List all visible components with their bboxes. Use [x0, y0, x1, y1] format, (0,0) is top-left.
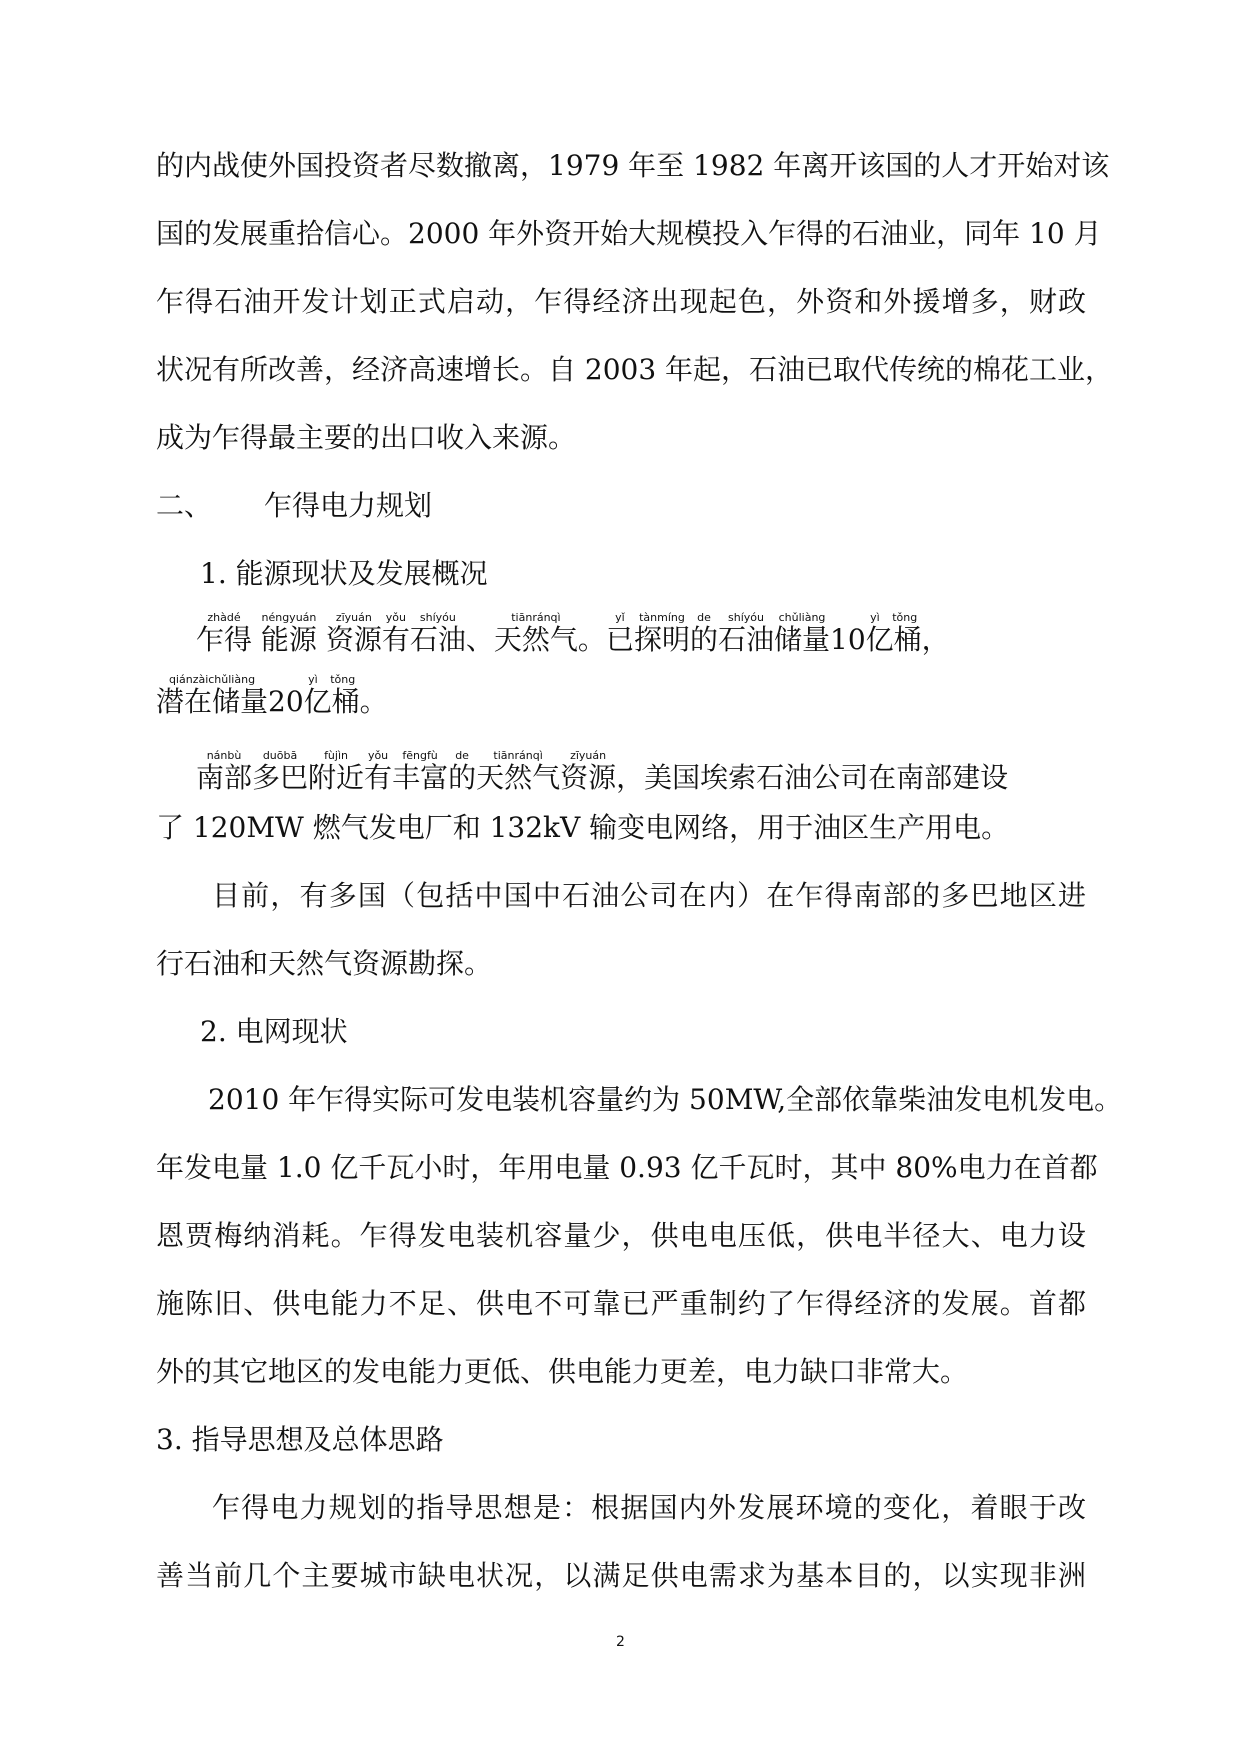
paragraph-line: 2010 年乍得实际可发电装机容量约为 50MW,全部依靠柴油发电机发电。 — [208, 1083, 1123, 1116]
paragraph-line: 善当前几个主要城市缺电状况，以满足供电需求为基本目的，以实现非洲 — [156, 1559, 1086, 1592]
ruby-word: 天然气tiānránqì — [493, 611, 578, 656]
paragraph-line: 行石油和天然气资源勘探。 — [156, 947, 493, 980]
ruby-word: 资源zīyuán — [560, 749, 617, 794]
ruby-word: 资源zīyuán — [325, 611, 382, 656]
paragraph-line: 国的发展重拾信心。2000 年外资开始大规模投入乍得的石油业，同年 10 月 — [156, 217, 1102, 250]
paragraph-line: 年发电量 1.0 亿千瓦小时，年用电量 0.93 亿千瓦时，其中 80%电力在首都 — [156, 1151, 1098, 1184]
pinyin-line: 乍得zhàdé 能源néngyuán 资源zīyuán有yǒu石油shíyóu、天然气tiānránqì。已yǐ探明tànmíng的de石油shíyóu储量chǔliàng10亿桶yì tǒng， — [196, 611, 950, 656]
paragraph-line: 乍得石油开发计划正式启动，乍得经济出现起色，外资和外援增多，财政 — [156, 285, 1086, 318]
ruby-word: 石油shíyóu — [717, 611, 774, 656]
paragraph-line: 乍得电力规划的指导思想是：根据国内外发展环境的变化，着眼于改 — [212, 1491, 1086, 1524]
ruby-word: 亿桶yì tǒng — [865, 611, 922, 656]
paragraph-line: 施陈旧、供电能力不足、供电不可靠已严重制约了乍得经济的发展。首都 — [156, 1287, 1086, 1320]
section-heading — [156, 486, 1086, 526]
paragraph-line: 了 120MW 燃气发电厂和 132kV 输变电网络，用于油区生产用电。 — [156, 811, 1010, 844]
subsection-heading: 1. 能源现状及发展概况 — [200, 557, 488, 590]
ruby-word: 有yǒu — [381, 611, 410, 656]
paragraph-line: 目前，有多国（包括中国中石油公司在内）在乍得南部的多巴地区进 — [212, 879, 1086, 912]
ruby-word: 探明tànmíng — [633, 611, 690, 656]
ruby-word: 能源néngyuán — [260, 611, 317, 656]
pinyin-line: 潜在储量qiánzàichǔliàng20亿桶yì tǒng。 — [156, 673, 388, 718]
page-number: 2 — [616, 1634, 625, 1650]
ruby-word: 南部nánbù — [196, 749, 253, 794]
ruby-word: 已yǐ — [605, 611, 634, 656]
paragraph-line: 状况有所改善，经济高速增长。自 2003 年起，石油已取代传统的棉花工业， — [156, 353, 1114, 386]
pinyin-line: 南部nánbù多巴duōbā附近fùjìn有yǒu丰富fēngfù的de天然气tiānránqì资源zīyuán，美国埃索石油公司在南部建设 — [196, 749, 1009, 794]
ruby-word: 的de — [448, 749, 477, 794]
ruby-word: 丰富fēngfù — [392, 749, 449, 794]
paragraph-line: 成为乍得最主要的出口收入来源。 — [156, 421, 577, 454]
paragraph-line: 恩贾梅纳消耗。乍得发电装机容量少，供电电压低，供电半径大、电力设 — [156, 1219, 1086, 1252]
ruby-word: 亿桶yì tǒng — [303, 673, 360, 718]
section-title: 乍得电力规划 — [264, 489, 433, 522]
paragraph-line: 外的其它地区的发电能力更低、供电能力更差，电力缺口非常大。 — [156, 1355, 969, 1388]
paragraph-line: 的内战使外国投资者尽数撤离，1979 年至 1982 年离开该国的人才开始对该 — [156, 149, 1110, 182]
subsection-heading: 2. 电网现状 — [200, 1015, 348, 1048]
ruby-word: 乍得zhàdé — [196, 611, 253, 656]
ruby-word: 多巴duōbā — [252, 749, 309, 794]
ruby-word: 储量chǔliàng — [774, 611, 831, 656]
ruby-word: 潜在储量qiánzàichǔliàng — [156, 673, 269, 718]
ruby-word: 天然气tiānránqì — [476, 749, 561, 794]
section-number: 二、 — [156, 489, 213, 522]
ruby-word: 石油shíyóu — [409, 611, 466, 656]
ruby-word: 有yǒu — [364, 749, 393, 794]
ruby-word: 附近fùjìn — [308, 749, 365, 794]
subsection-heading: 3. 指导思想及总体思路 — [156, 1423, 444, 1456]
ruby-word: 的de — [689, 611, 718, 656]
